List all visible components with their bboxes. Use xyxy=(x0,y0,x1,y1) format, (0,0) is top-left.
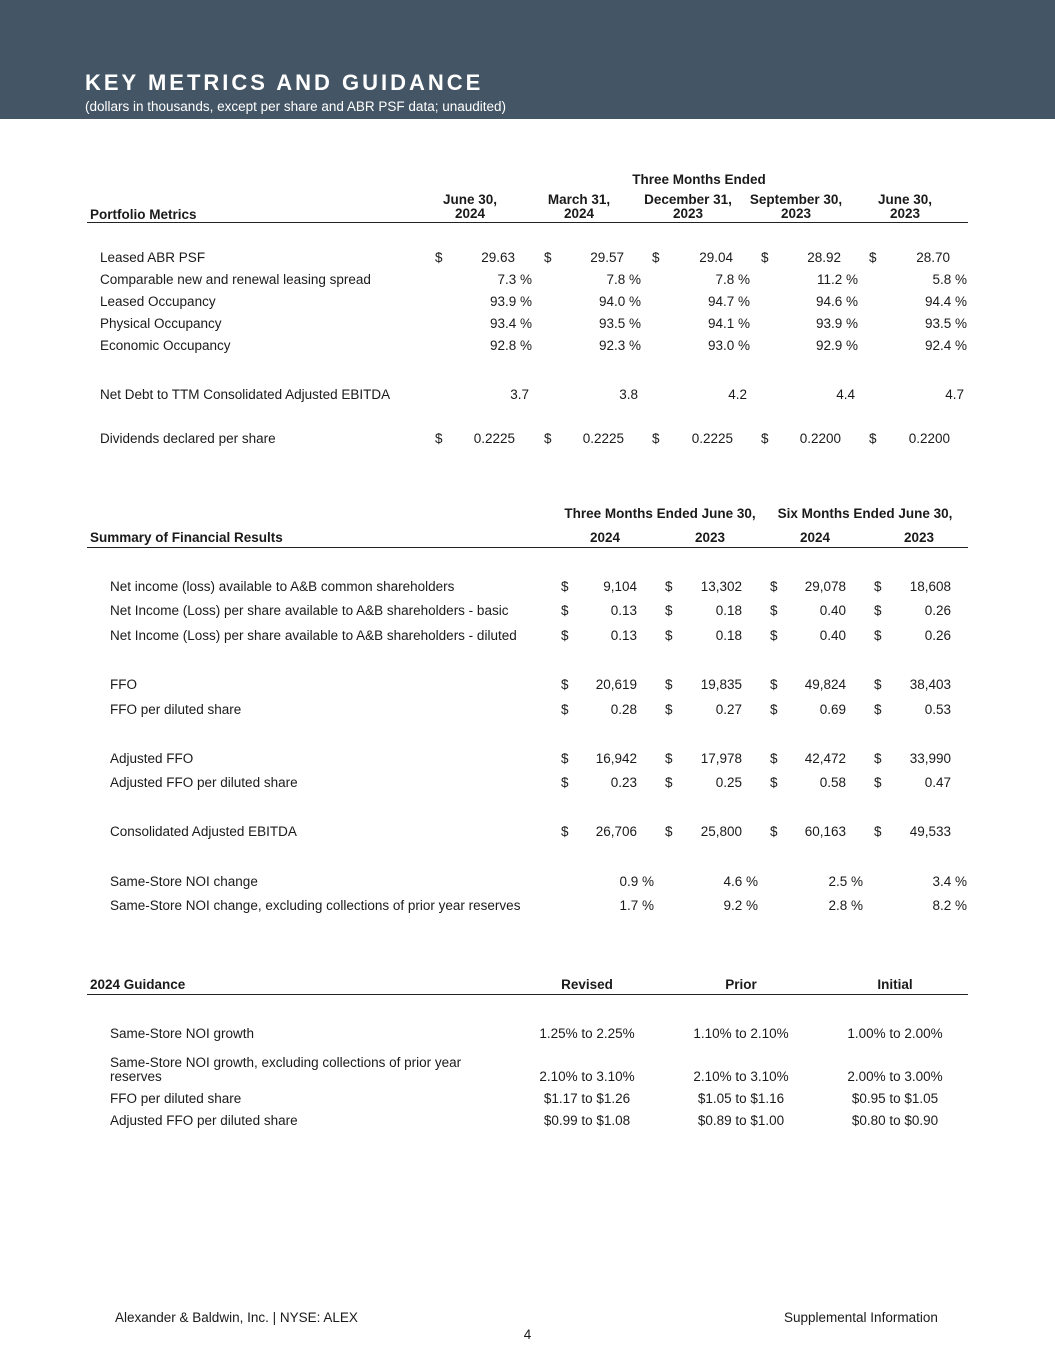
cell-value: 93.4 % xyxy=(489,316,532,331)
column-header-date: September 30, xyxy=(749,192,843,207)
cell-value: 8.2 % xyxy=(932,898,967,913)
cell-value: 28.92 xyxy=(807,250,841,265)
cell-value: 0.26 xyxy=(924,603,951,618)
row-label: Physical Occupancy xyxy=(100,316,222,331)
section-title: 2024 Guidance xyxy=(90,977,186,992)
currency-symbol: $ xyxy=(652,250,660,265)
cell-value: 92.9 % xyxy=(815,338,858,353)
cell-value: 29,078 xyxy=(804,579,846,594)
cell-value: 16,942 xyxy=(595,751,637,766)
year-header: 2024 xyxy=(589,530,621,545)
cell-value: 94.0 % xyxy=(598,294,641,309)
cell-value: 0.18 xyxy=(715,603,742,618)
cell-value: 38,403 xyxy=(909,677,951,692)
header-rule xyxy=(87,994,968,995)
cell-value: 93.9 % xyxy=(489,294,532,309)
cell-value: 0.2225 xyxy=(582,431,624,446)
cell-value: 20,619 xyxy=(595,677,637,692)
currency-symbol: $ xyxy=(770,579,778,594)
cell-value: 0.40 xyxy=(819,628,846,643)
guidance-value: 1.25% to 2.25% xyxy=(539,1026,635,1041)
guidance-column-header: Revised xyxy=(561,977,613,992)
currency-symbol: $ xyxy=(874,628,882,643)
currency-symbol: $ xyxy=(435,250,443,265)
row-label: Same-Store NOI change, excluding collections of prior year reserves xyxy=(110,898,521,913)
group-header-three-months: Three Months Ended June 30, xyxy=(564,506,756,521)
cell-value: 60,163 xyxy=(804,824,846,839)
currency-symbol: $ xyxy=(874,751,882,766)
cell-value: 7.8 % xyxy=(606,272,641,287)
column-header-date: December 31, xyxy=(644,192,732,207)
cell-value: 4.2 xyxy=(728,387,747,402)
currency-symbol: $ xyxy=(665,603,673,618)
currency-symbol: $ xyxy=(770,775,778,790)
row-label: Adjusted FFO per diluted share xyxy=(110,1113,298,1128)
row-label: Net Debt to TTM Consolidated Adjusted EBITDA xyxy=(100,387,391,402)
cell-value: 92.8 % xyxy=(489,338,532,353)
row-label: FFO per diluted share xyxy=(110,1091,242,1106)
cell-value: 0.53 xyxy=(924,702,951,717)
currency-symbol: $ xyxy=(544,431,552,446)
cell-value: 9,104 xyxy=(603,579,637,594)
year-header: 2023 xyxy=(903,530,935,545)
year-header: 2023 xyxy=(694,530,726,545)
currency-symbol: $ xyxy=(665,751,673,766)
guidance-value: $1.05 to $1.16 xyxy=(697,1091,785,1106)
cell-value: 29.57 xyxy=(590,250,624,265)
cell-value: 0.2200 xyxy=(799,431,841,446)
cell-value: 0.26 xyxy=(924,628,951,643)
cell-value: 9.2 % xyxy=(723,898,758,913)
currency-symbol: $ xyxy=(665,579,673,594)
cell-value: 94.4 % xyxy=(924,294,967,309)
column-header-year: 2024 xyxy=(454,206,486,221)
column-header-date: March 31, xyxy=(547,192,611,207)
header-rule xyxy=(87,222,968,223)
cell-value: 42,472 xyxy=(804,751,846,766)
cell-value: 4.6 % xyxy=(723,874,758,889)
currency-symbol: $ xyxy=(561,702,569,717)
cell-value: 0.25 xyxy=(715,775,742,790)
currency-symbol: $ xyxy=(770,824,778,839)
currency-symbol: $ xyxy=(665,628,673,643)
cell-value: 26,706 xyxy=(595,824,637,839)
cell-value: 0.23 xyxy=(610,775,637,790)
guidance-value: 1.10% to 2.10% xyxy=(693,1026,789,1041)
cell-value: 0.18 xyxy=(715,628,742,643)
guidance-value: $1.17 to $1.26 xyxy=(543,1091,631,1106)
cell-value: 29.04 xyxy=(699,250,733,265)
row-label: Dividends declared per share xyxy=(100,431,276,446)
cell-value: 0.2200 xyxy=(908,431,950,446)
currency-symbol: $ xyxy=(869,250,877,265)
footer-company: Alexander & Baldwin, Inc. | NYSE: ALEX xyxy=(115,1310,358,1325)
cell-value: 7.8 % xyxy=(715,272,750,287)
guidance-value: $0.80 to $0.90 xyxy=(851,1113,939,1128)
row-label: Economic Occupancy xyxy=(100,338,231,353)
currency-symbol: $ xyxy=(561,824,569,839)
currency-symbol: $ xyxy=(435,431,443,446)
row-label: Same-Store NOI growth, excluding collections of prior year xyxy=(110,1055,462,1070)
currency-symbol: $ xyxy=(561,677,569,692)
row-label-continued: reserves xyxy=(110,1069,162,1084)
column-header-year: 2023 xyxy=(889,206,921,221)
cell-value: 5.8 % xyxy=(932,272,967,287)
cell-value: 0.40 xyxy=(819,603,846,618)
currency-symbol: $ xyxy=(770,603,778,618)
cell-value: 1.7 % xyxy=(619,898,654,913)
guidance-value: $0.99 to $1.08 xyxy=(543,1113,631,1128)
column-header-year: 2023 xyxy=(780,206,812,221)
cell-value: 11.2 % xyxy=(816,272,858,287)
cell-value: 94.6 % xyxy=(815,294,858,309)
currency-symbol: $ xyxy=(665,702,673,717)
cell-value: 28.70 xyxy=(916,250,950,265)
column-header-date: June 30, xyxy=(877,192,933,207)
currency-symbol: $ xyxy=(561,603,569,618)
column-header-year: 2024 xyxy=(563,206,595,221)
currency-symbol: $ xyxy=(544,250,552,265)
cell-value: 18,608 xyxy=(909,579,951,594)
guidance-value: 1.00% to 2.00% xyxy=(847,1026,943,1041)
cell-value: 17,978 xyxy=(700,751,742,766)
row-label: Net Income (Loss) per share available to A&B shareholders - basic xyxy=(110,603,509,618)
currency-symbol: $ xyxy=(761,431,769,446)
cell-value: 2.8 % xyxy=(828,898,863,913)
row-label: Consolidated Adjusted EBITDA xyxy=(110,824,297,839)
guidance-value: $0.89 to $1.00 xyxy=(697,1113,785,1128)
row-label: Same-Store NOI change xyxy=(110,874,258,889)
group-header-six-months: Six Months Ended June 30, xyxy=(777,506,953,521)
header-banner xyxy=(0,0,1055,119)
cell-value: 0.27 xyxy=(715,702,742,717)
section-title: Portfolio Metrics xyxy=(90,207,197,222)
cell-value: 3.4 % xyxy=(932,874,967,889)
year-header: 2024 xyxy=(799,530,831,545)
cell-value: 3.8 xyxy=(619,387,638,402)
currency-symbol: $ xyxy=(874,824,882,839)
currency-symbol: $ xyxy=(665,677,673,692)
guidance-value: 2.10% to 3.10% xyxy=(539,1069,635,1084)
cell-value: 0.2225 xyxy=(691,431,733,446)
cell-value: 13,302 xyxy=(700,579,742,594)
cell-value: 49,824 xyxy=(804,677,846,692)
cell-value: 33,990 xyxy=(909,751,951,766)
currency-symbol: $ xyxy=(561,628,569,643)
guidance-column-header: Prior xyxy=(725,977,757,992)
row-label: FFO xyxy=(110,677,137,692)
row-label: Leased ABR PSF xyxy=(100,250,206,265)
currency-symbol: $ xyxy=(874,677,882,692)
guidance-value: 2.00% to 3.00% xyxy=(847,1069,943,1084)
row-label: Leased Occupancy xyxy=(100,294,216,309)
row-label: Net income (loss) available to A&B common shareholders xyxy=(110,579,455,594)
cell-value: 19,835 xyxy=(700,677,742,692)
cell-value: 0.69 xyxy=(819,702,846,717)
cell-value: 0.28 xyxy=(610,702,637,717)
column-header-year: 2023 xyxy=(672,206,704,221)
cell-value: 92.4 % xyxy=(924,338,967,353)
row-label: Net Income (Loss) per share available to A&B shareholders - diluted xyxy=(110,628,517,643)
header-rule xyxy=(87,547,968,548)
cell-value: 94.7 % xyxy=(707,294,750,309)
currency-symbol: $ xyxy=(561,775,569,790)
column-header-date: June 30, xyxy=(442,192,498,207)
currency-symbol: $ xyxy=(665,775,673,790)
cell-value: 94.1 % xyxy=(707,316,750,331)
cell-value: 0.13 xyxy=(610,603,637,618)
currency-symbol: $ xyxy=(770,677,778,692)
currency-symbol: $ xyxy=(874,579,882,594)
currency-symbol: $ xyxy=(874,603,882,618)
currency-symbol: $ xyxy=(869,431,877,446)
page-subtitle: (dollars in thousands, except per share and ABR PSF data; unaudited) xyxy=(85,99,507,114)
currency-symbol: $ xyxy=(561,751,569,766)
currency-symbol: $ xyxy=(874,775,882,790)
cell-value: 0.2225 xyxy=(473,431,515,446)
cell-value: 25,800 xyxy=(700,824,742,839)
currency-symbol: $ xyxy=(874,702,882,717)
currency-symbol: $ xyxy=(561,579,569,594)
cell-value: 93.0 % xyxy=(707,338,750,353)
page-number: 4 xyxy=(523,1327,532,1342)
currency-symbol: $ xyxy=(770,628,778,643)
cell-value: 93.5 % xyxy=(598,316,641,331)
cell-value: 4.7 xyxy=(945,387,964,402)
row-label: Same-Store NOI growth xyxy=(110,1026,255,1041)
cell-value: 0.13 xyxy=(610,628,637,643)
footer-document-title: Supplemental Information xyxy=(784,1310,938,1325)
row-label: Adjusted FFO per diluted share xyxy=(110,775,298,790)
cell-value: 7.3 % xyxy=(497,272,532,287)
cell-value: 0.9 % xyxy=(619,874,654,889)
currency-symbol: $ xyxy=(770,702,778,717)
currency-symbol: $ xyxy=(652,431,660,446)
guidance-value: 2.10% to 3.10% xyxy=(693,1069,789,1084)
cell-value: 49,533 xyxy=(909,824,951,839)
cell-value: 92.3 % xyxy=(598,338,641,353)
currency-symbol: $ xyxy=(761,250,769,265)
row-label: FFO per diluted share xyxy=(110,702,242,717)
cell-value: 29.63 xyxy=(481,250,515,265)
cell-value: 93.5 % xyxy=(924,316,967,331)
guidance-value: $0.95 to $1.05 xyxy=(851,1091,939,1106)
group-header: Three Months Ended xyxy=(632,172,766,187)
row-label: Comparable new and renewal leasing spread xyxy=(100,272,371,287)
cell-value: 93.9 % xyxy=(815,316,858,331)
cell-value: 4.4 xyxy=(836,387,855,402)
row-label: Adjusted FFO xyxy=(110,751,194,766)
guidance-column-header: Initial xyxy=(877,977,913,992)
cell-value: 3.7 xyxy=(510,387,529,402)
cell-value: 0.47 xyxy=(924,775,951,790)
page-title: KEY METRICS AND GUIDANCE xyxy=(85,70,484,95)
section-title: Summary of Financial Results xyxy=(90,530,283,545)
cell-value: 2.5 % xyxy=(828,874,863,889)
currency-symbol: $ xyxy=(770,751,778,766)
currency-symbol: $ xyxy=(665,824,673,839)
cell-value: 0.58 xyxy=(819,775,846,790)
